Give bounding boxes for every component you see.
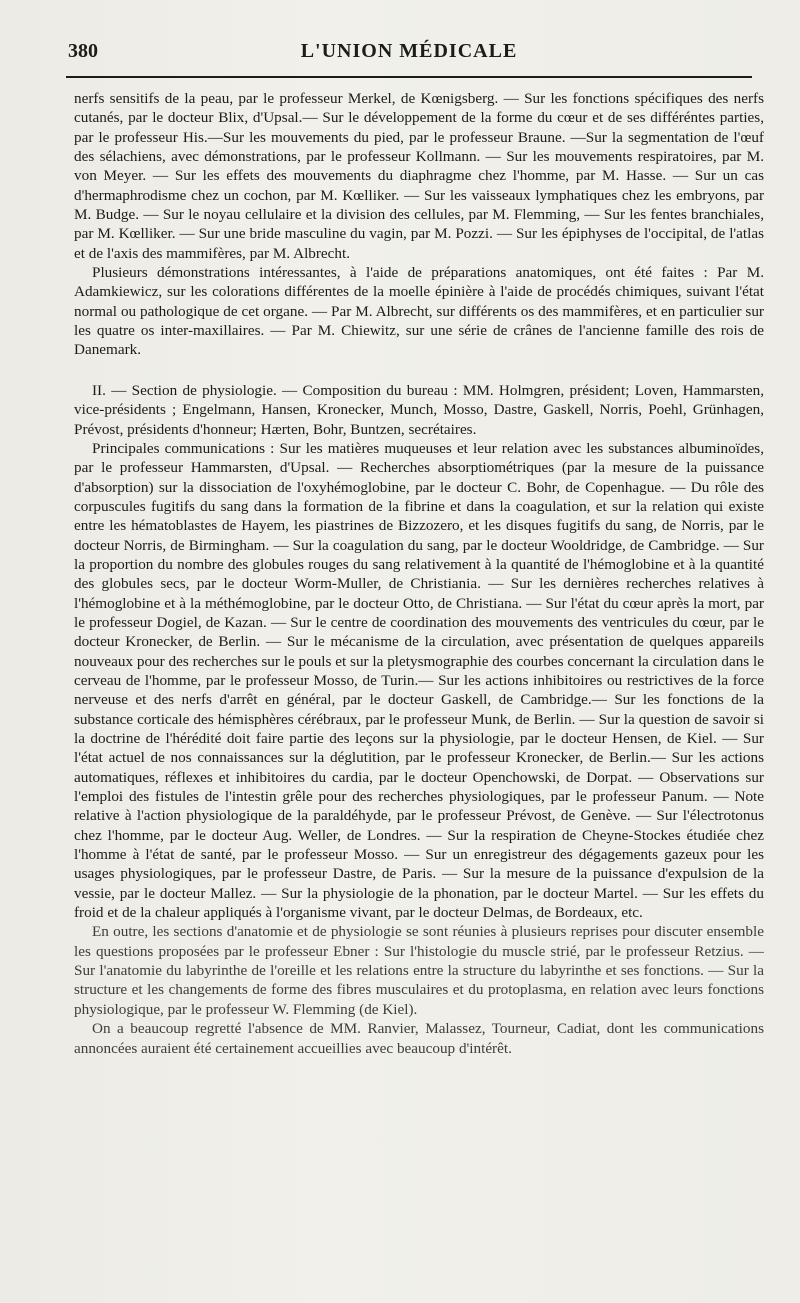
paragraph-anatomy-communications: nerfs sensitifs de la peau, par le professeur Merkel, de Kœnigsberg. — Sur les fonctions spécifiques des nerfs cutanés, par le docteur Blix, d'Upsal.— Sur le développement de la forme du cœur et de ses différéntes parties, par le professeur His.—Sur les mouvements du pied, par le professeur Braune. —Sur la segmentation de l'œuf des sélachiens, avec démonstrations, par le professeur Kollmann. — Sur les mouvements respiratoires, par M. von Meyer. — Sur les effets des mouvements du diaphragme chez l'homme, par M. Hasse. — Sur un cas d'hermaphrodisme chez un cochon, par M. Kœlliker. — Sur les vaisseaux lymphatiques chez les embryons, par M. Budge. — Sur le noyau cellulaire et la division des cellules, par M. Flemming, — Sur les fentes branchiales, par M. Kœlliker. — Sur une bride masculine du vagin, par M. Pozzi. — Sur les épiphyses de l'occipital, de l'atlas et de l'axis des mammifères, par M. Albrecht. bbox=[74, 90, 764, 262]
paragraph-physiology-communications: Principales communications : Sur les matières muqueuses et leur relation avec les substances albuminoïdes, par le professeur Hammarsten, d'Upsal. — Recherches absorptiométriques (par la mesure de la puissance d'absorption) sur la dissociation de l'oxyhémoglobine, par le docteur C. Bohr, de Copenhague. — Du rôle des corpuscules fugitifs du sang dans la formation de la fibrine et dans la coagulation, et sur la relation qui existe entre les hématoblastes de Hayem, les piastrines de Bizzozero, et les disques fugitifs du sang, de Norris, par le docteur Norris, de Birmingham. — Sur la coagulation du sang, par le docteur Wooldridge, de Cambridge. — Sur la proportion du nombre des globules rouges du sang relativement à la quantité de l'hémoglobine et à la quantité des globules secs, par le docteur Worm-Muller, de Christiania. — Sur les dernières recherches relatives à l'hémoglobine et à la méthémoglobine, par le docteur Otto, de Christiana. — Sur l'état du cœur après la mort, par le professeur Dogiel, de Kazan. — Sur le centre de coordination des mouvements des ventricules du cœur, par le docteur Kronecker, de Berlin. — Sur le mécanisme de la circulation, avec présentation de quelques appareils nouveaux pour des recherches sur le pouls et sur la pletysmographie des courbes concernant la circulation dans le cerveau de l'homme, par le professeur Mosso, de Turin.— Sur les actions inhibitoires ou restrictives de la force nerveuse et des nerfs d'arrêt en général, par le docteur Gaskell, de Cambridge.— Sur les fonctions de la substance corticale des hémisphères cérébraux, par le professeur Munk, de Berlin. — Sur la question de savoir si la doctrine de l'hérédité doit faire partie des leçons sur la physiologie, par le docteur Hensen, de Kiel. — Sur l'état actuel de nos connaissances sur la déglutition, par le professeur Kronecker, de Berlin.— Sur les actions automatiques, réflexes et inhibitoires du cardia, par le docteur Openchowski, de Dorpat. — Observations sur l'emploi des fistules de l'intestin grêle pour des recherches physiologiques, par le professeur Panum. — Note relative à l'action physiologique de la paraldéhyde, par le professeur Prévost, de Genève. — Sur l'électrotonus chez l'homme, par le docteur Aug. Weller, de Londres. — Sur la respiration de Cheyne-Stockes étudiée chez l'homme à l'état de santé, par le professeur Mosso. — Sur un enregistreur des dégagements gazeux pour les usages physiologiques, par le professeur Dastre, de Paris. — Sur la mesure de la puissance d'expulsion de la vessie, par le docteur Mallez. — Sur la physiologie de la phonation, par le docteur Martel. — Sur les effets du froid et de la chaleur appliqués à l'organisme vivant, par le docteur Delmas, de Bordeaux, etc. bbox=[74, 439, 764, 922]
body-text bbox=[74, 89, 764, 1058]
header-rule bbox=[66, 76, 752, 78]
paragraph-physiology-section: II. — Section de physiologie. — Composition du bureau : MM. Holmgren, président; Loven, Hammarsten, vice-présidents ; Engelmann, Hansen, Kronecker, Munch, Mosso, Dastre, Gaskell, Norris, Poehl, Grünhagen, Prévost, présidents d'honneur; Hærten, Bohr, Buntzen, secrétaires. bbox=[74, 381, 764, 438]
paragraph-absences: On a beaucoup regretté l'absence de MM. Ranvier, Malassez, Tourneur, Cadiat, dont les communications annoncées auraient été certainement accueillies avec beaucoup d'intérêt. bbox=[74, 1020, 764, 1057]
page-header bbox=[64, 40, 754, 70]
paragraph-demonstrations: Plusieurs démonstrations intéressantes, à l'aide de préparations anatomiques, ont été faites : Par M. Adamkiewicz, sur les colorations différentes de la moelle épinière à l'aide de procédés chimiques, suivant l'état normal ou pathologique de cet organe. — Par M. Albrecht, sur différents os des mammifères, et en particulier sur les quatre os inter-maxillaires. — Par M. Chiewitz, sur une série de crânes de l'ancienne famille des rois de Danemark. bbox=[74, 264, 764, 359]
paragraph-joint-sessions: En outre, les sections d'anatomie et de physiologie se sont réunies à plusieurs reprises pour discuter ensemble les questions proposées par le professeur Ebner : Sur l'histologie du muscle strié, par le professeur Retzius. — Sur l'anatomie du labyrinthe de l'oreille et les relations entre la structure du labyrinthe et ses fonctions. — Sur la structure et les changements de forme des fibres musculaires et du protoplasma, en relation avec leurs fonctions physiologique, par le professeur W. Flemming (de Kiel). bbox=[74, 923, 764, 1018]
running-title: L'UNION MÉDICALE bbox=[300, 40, 518, 62]
page-number: 380 bbox=[68, 40, 98, 62]
